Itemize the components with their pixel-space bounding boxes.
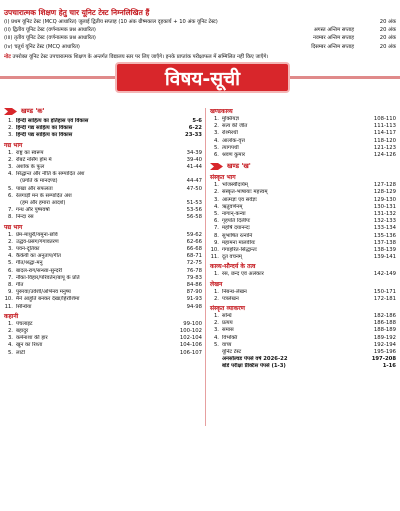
toc-title: गृहपति दिलीपः [222,218,251,225]
toc-number: 9. [7,289,13,296]
toc-page: 59-62 [186,231,202,238]
unit-test-name: (iv) चतुर्थ यूनिट टेस्ट (MCQ आधारित) [4,43,80,50]
toc-number: 10. [210,247,219,254]
toc-title: पत्रलेखन [222,295,239,302]
note-text: उपरोक्त यूनिट टेस्ट उपचारात्मक शिक्षण के अन्तर्गत विद्यालय स्तर पर लिए जाएँगे। इनके प्राप्तांक परीक्षाफल में सम्मिलित नहीं किए जाएँगे। [12,53,269,60]
vyakaran-list [210,313,396,349]
toc-page: 182-186 [373,313,396,320]
toc-number: 7. [7,207,13,214]
toc-title: हिन्दी पद्य साहित्य का विकास [16,132,73,139]
toc-title: खून का रिश्ता [16,342,43,349]
toc-number: 3. [213,196,219,203]
toc-title: संस्कृत-भाषायाः महत्त्वम् [222,189,268,196]
unit-test-heading: उपचारात्मक शिक्षण हेतु चार यूनिट टेस्ट निम्नलिखित हैं [4,8,150,17]
toc-row [210,182,396,189]
toc-number: 6. [213,152,219,159]
kahani-list [4,321,202,357]
toc-number: 4. [213,137,219,144]
toc-page: 108-110 [373,116,396,122]
toc-page [162,193,202,200]
toc-title: नागान्‌-कन्या [222,211,246,218]
toc-row [4,207,202,214]
toc-page: 118-120 [373,137,396,144]
toc-row [4,132,202,139]
toc-row [210,342,396,349]
section-lekhan: लेखन [210,280,223,288]
toc-page: 79-83 [186,274,202,281]
toc-title: सन्धि [222,313,232,320]
toc-page: 135-136 [373,232,396,239]
toc-row [210,327,396,334]
unit-test-info [4,8,396,61]
toc-row [4,125,202,132]
toc-number: 2. [213,295,219,302]
toc-row [4,342,202,349]
unit-test-row [4,26,396,34]
toc-page: 44-47 [186,178,202,185]
toc-row [4,304,202,311]
toc-page: 106-107 [179,349,202,356]
toc-page: 195-196 [373,349,396,356]
toc-title: राष्ट्र का स्वरूप [16,149,44,156]
section-kahani: कहानी [4,312,19,320]
toc-number: 1. [7,320,13,327]
toc-page: 121-123 [373,144,396,151]
section-padya: पद्य भाग [4,223,23,231]
toc-number: 1. [213,313,219,320]
toc-number [4,200,16,207]
toc-row [4,118,202,125]
lekhan-list [210,289,396,303]
toc-number: 6. [7,267,13,274]
toc-title: पवन-दूतिका [16,246,40,253]
toc-row [4,282,202,289]
toc-row [4,232,202,239]
toc-number: 7. [213,225,219,232]
toc-title: सिद्धान्त और नीति के सम्पादित अंश [16,171,85,178]
unit-test-schedule [262,18,354,26]
toc-page: 127-128 [373,182,396,189]
toc-number: 6. [7,192,13,199]
toc-title: पंचलाइट [16,320,33,327]
toc-page: 133-134 [373,225,396,232]
toc-number: 6. [213,218,219,225]
toc-page: 138-139 [373,247,396,254]
toc-title: कर्मनाशा की हार [16,335,48,342]
toc-page: 172-181 [373,295,396,302]
toc-row [210,335,396,342]
toc-row [210,130,396,137]
toc-number: 2. [213,123,219,130]
toc-title: रॉबर्ट नर्सिंग होम में [16,156,52,163]
toc-page: 124-126 [373,152,396,159]
toc-title: निबन्ध-लेखन [222,288,247,295]
toc-title: लाटी [16,349,26,356]
unit-test-name: (iii) तृतीय यूनिट टेस्ट (वर्णनात्मक प्रश्न आधारित) [4,35,96,42]
toc-number: 2. [213,189,219,196]
toc-page: 100-102 [179,328,202,335]
history-list [4,118,202,140]
toc-page: 192-194 [373,341,396,348]
toc-page: 132-133 [373,218,396,225]
toc-row [4,178,202,185]
toc-page: 189-192 [373,334,396,341]
extras-list [210,349,396,371]
toc-number: 2. [213,320,219,327]
toc-title: बहादुर [16,328,29,335]
toc-page: 102-104 [179,335,202,342]
toc-page: 129-130 [373,196,396,203]
toc-number: 3. [213,130,219,137]
toc-row [210,116,396,123]
toc-title: रस, छन्द एवं अलंकार [222,271,264,278]
toc-page: 99-100 [183,320,202,327]
toc-row [210,240,396,247]
toc-page: 139-141 [373,254,396,261]
toc-row [210,152,396,159]
toc-page: 76-78 [186,267,202,274]
toc-page: 62-66 [186,238,202,245]
toc-page: 47-50 [186,185,202,192]
toc-title: ऋतुवर्णनम् [222,203,243,210]
toc-page: 51-53 [186,200,202,207]
toc-row [210,320,396,327]
unit-test-row [4,43,396,51]
toc-page: 142-149 [373,271,396,278]
toc-row [4,296,202,303]
column-divider [205,108,206,426]
toc-title: कैकेयी का अनुताप/गीत [16,253,61,260]
toc-title: रेलगाड़ी मन के सम्पादित अंश [16,192,72,199]
toc-number: 1. [7,118,13,124]
toc-page: 87-90 [186,289,202,296]
toc-number: 7. [7,274,13,281]
toc-title: सिन्धिया [16,303,32,310]
toc-page: 91-93 [186,296,202,303]
toc-page: 5-6 [192,118,202,124]
toc-number: 1. [213,182,219,189]
arrow-icon [4,107,18,116]
toc-page: 23-33 [185,132,202,139]
padya-list [4,232,202,311]
toc-page: 131-132 [373,211,396,218]
toc-number: 4. [7,342,13,349]
toc-number: 5. [213,211,219,218]
toc-row [4,246,202,253]
khand-kha-label: खण्ड 'ख' [227,162,251,171]
toc-title: निन्दा रस [16,214,34,221]
toc-title: विषय-सूची [115,62,290,93]
toc-page: 186-188 [373,320,396,327]
toc-page [162,171,202,178]
section-kavya: काव्य-सौन्दर्य के तत्व [210,263,256,271]
toc-page: 111-113 [373,123,396,130]
unit-test-row [4,18,396,26]
khand-ka-label: खण्ड 'क' [21,107,45,115]
toc-title: रश्मिरथी [222,130,238,137]
toc-left-column [4,106,202,357]
toc-page: 128-129 [373,189,396,196]
toc-number: 3. [7,164,13,171]
toc-number [210,349,222,356]
toc-page: 41-44 [186,164,202,171]
toc-title: श्रवण कुमार [222,152,245,159]
unit-test-row [4,34,396,42]
khandkavya-list [210,116,396,159]
section-khandkavya: खण्डकाव्य [210,108,233,115]
unit-test-schedule: नवम्बर अन्तिम सप्ताह [313,35,354,42]
toc-page: 1-16 [382,363,396,370]
toc-page: 150-171 [373,288,396,295]
toc-row [4,253,202,260]
note-label: नोट [4,53,11,60]
toc-number: 8. [7,282,13,289]
toc-title: भोजस्यौदार्यम् [222,182,248,189]
toc-row [210,225,396,232]
toc-number: 5. [213,341,219,348]
toc-page: 6-22 [188,125,202,132]
unit-test-list [4,18,396,51]
toc-title: हिन्दी साहित्य का इतिहास एवं विकास [16,118,89,124]
toc-number: 2. [7,328,13,335]
toc-row [4,335,202,342]
toc-number: 5. [7,185,13,192]
toc-title: बादल-राग/सन्ध्या-सुन्दरी [16,267,62,274]
toc-number [210,363,222,370]
toc-title: हिन्दी गद्य साहित्य का विकास [16,125,73,132]
toc-row [4,260,202,267]
toc-right-column [210,106,396,371]
toc-title: अशोक के फूल [16,164,45,171]
section-vyakaran: संस्कृत व्याकरण [210,305,245,313]
toc-row [4,164,202,171]
toc-row [210,138,396,145]
toc-row [210,145,396,152]
toc-number: 1. [7,231,13,238]
unit-test-schedule: दिसम्बर अन्तिम सप्ताह [311,43,354,50]
toc-banner [0,58,400,98]
section-gadya: गद्य भाग [4,141,23,149]
toc-row [4,289,202,296]
toc-number: 5. [7,349,13,356]
khand-kha-heading [210,161,396,171]
toc-number: 1. [213,271,219,278]
toc-row [210,123,396,130]
toc-number: 8. [213,232,219,239]
toc-number: 1. [213,288,219,295]
toc-title: गीत [16,282,24,289]
section-sanskrit: संस्कृत भाग [210,174,236,182]
toc-row [210,197,396,204]
toc-row [210,189,396,196]
toc-title: गंगाहरित-सिद्धान्तः [222,247,257,254]
toc-title: वाच्य [222,341,232,348]
toc-row [4,268,202,275]
toc-row [4,171,202,178]
toc-title: (हम और हमारा आदर्श) [20,200,66,207]
toc-page: 104-106 [179,342,202,349]
unit-test-marks: 20 अंक [379,27,396,34]
toc-title: बोर्ड परीक्षा प्रैक्टिस पेपर्स (1-3) [222,363,286,370]
toc-title: प्रत्यय [222,320,233,327]
toc-row [4,350,202,357]
toc-row [4,321,202,328]
toc-title: आत्मज्ञः एव सर्वज्ञः [222,196,257,203]
toc-title: गीत/श्रद्धा-मनु [16,260,43,267]
toc-row [210,356,396,363]
toc-title: विभक्ति [222,334,238,341]
toc-row [4,150,202,157]
sanskrit-list [210,182,396,261]
toc-page: 188-189 [373,327,396,334]
unit-test-marks: 20 अंक [379,35,396,42]
toc-title: यूनिट टेस्ट [222,349,242,356]
toc-number: 8. [7,214,13,221]
unit-test-name: (i) प्रथम यूनिट टेस्ट (MCQ आधारित) जुलाई द्वितीय सप्ताह (10 अंक ग्रीष्मकाल दृहकार्य + 10 अंक यूनिट टेस्ट) [4,19,218,25]
toc-page: 114-117 [373,130,396,137]
unit-test-name: (ii) द्वितीय यूनिट टेस्ट (वर्णनात्मक प्रश्न आधारित) [4,27,96,34]
toc-page: 130-131 [373,203,396,210]
toc-number: 5. [213,144,219,151]
toc-number: 3. [7,132,13,139]
toc-page: 56-58 [186,214,202,221]
gadya-list [4,150,202,222]
toc-title: नौका-विहार/परिवर्तन/बापू के प्रति [16,274,80,281]
toc-row [210,233,396,240]
toc-number: 4. [7,253,13,260]
toc-row [210,247,396,254]
toc-title: त्यागपथी [222,144,239,151]
toc-title: प्रेम-माधुरी/यमुना-छवि [16,231,58,238]
toc-row [4,157,202,164]
toc-number: 11. [210,254,219,261]
toc-row [4,193,202,200]
toc-page: 137-138 [373,239,396,246]
toc-number: 3. [213,327,219,334]
toc-page: 84-86 [186,282,202,289]
toc-title: सत्य की जीत [222,123,248,130]
toc-number: 1. [213,116,219,122]
toc-number: 2. [7,156,13,163]
toc-page: 68-71 [186,253,202,260]
toc-row [210,313,396,320]
toc-title: पुरुरवा/उर्वशी/अभिनव मनुष्य [16,289,71,296]
toc-page: 94-98 [186,303,202,310]
toc-row [210,349,396,356]
toc-page: 34-39 [186,149,202,156]
unit-test-marks: 20 अंक [379,19,396,25]
toc-title: उद्धव-प्रसंग/गंगावतरण [16,238,59,245]
toc-number: 5. [7,260,13,267]
toc-row [210,271,396,278]
toc-title: सुभाषित रत्नानि [222,232,253,239]
toc-title: महर्षि दयानन्दः [222,225,250,232]
khand-ka-heading [4,106,202,116]
toc-title: पाखा और सफलता [16,185,53,192]
toc-page: 53-56 [186,207,202,214]
toc-number: 11. [4,303,13,310]
toc-page: 72-75 [186,260,202,267]
toc-number: 4. [7,171,13,178]
toc-number: 3. [7,246,13,253]
toc-row [4,186,202,193]
toc-row [4,275,202,282]
toc-number [4,178,16,185]
toc-title: मैंने आहुति बनकर देखा/हिरोशिमा [16,296,80,303]
toc-number: 4. [213,334,219,341]
toc-row [210,296,396,303]
toc-row [210,289,396,296]
arrow-icon [210,162,224,171]
toc-row [4,200,202,207]
unit-test-marks: 20 अंक [379,43,396,50]
toc-number: 10. [4,296,13,303]
toc-number: 2. [7,238,13,245]
toc-title: अनसॉल्वड पेपर्स वर्ष 2026-22 [222,356,288,363]
toc-title: दूत वचनम् [222,254,242,261]
toc-row [210,363,396,370]
toc-row [4,214,202,221]
toc-page: 39-40 [186,156,202,163]
toc-title: महामना मालवीयः [222,239,256,246]
toc-row [210,211,396,218]
toc-title: गन्ध और पुष्पवर्षा [16,207,50,214]
toc-number: 1. [7,149,13,156]
toc-title: समास [222,327,234,334]
toc-page: 197-208 [371,356,396,363]
toc-page: 66-68 [186,246,202,253]
toc-title: मुक्तियज्ञ [222,116,239,122]
toc-row [210,218,396,225]
toc-number: 2. [7,125,13,132]
toc-number: 9. [213,239,219,246]
toc-number: 4. [213,203,219,210]
unit-test-schedule: अगस्त अन्तिम सप्ताह [313,27,354,34]
toc-title: (प्रगति के मानदण्ड) [20,178,58,185]
toc-row [210,204,396,211]
toc-row [210,254,396,261]
toc-row [4,328,202,335]
toc-number [210,356,222,363]
toc-row [4,239,202,246]
kavya-list [210,271,396,278]
toc-title: आलोक-वृत्त [222,137,245,144]
toc-number: 3. [7,335,13,342]
